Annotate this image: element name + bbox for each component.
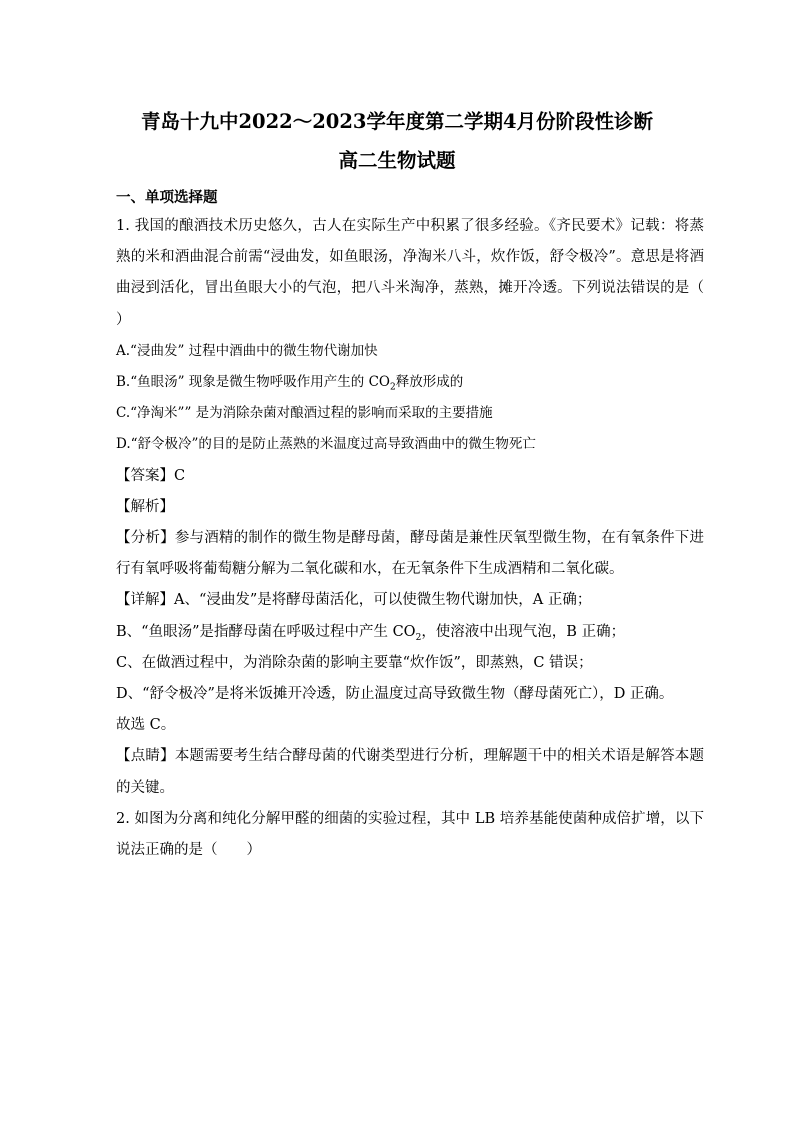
detail-b-text-end: ，使溶液中出现气泡，B 正确； (421, 623, 626, 640)
option-b-text: B.“鱼眼汤” 现象是微生物呼吸作用产生的 CO (116, 374, 390, 391)
question-1-option-a: A.“浸曲发” 过程中酒曲中的微生物代谢加快 (116, 342, 378, 359)
question-2-stem: 2. 如图为分离和纯化分解甲醛的细菌的实验过程，其中 LB 培养基能使菌种成倍扩增，以下说法正确的是（ ） (116, 810, 704, 859)
dianjing-paragraph: 【点睛】本题需要考生结合酵母菌的代谢类型进行分析，理解题干中的相关术语是解答本题的关键。 (116, 748, 704, 796)
document-body (116, 184, 733, 866)
detail-b-subscript: 2 (415, 632, 422, 643)
analysis-paragraph: 【分析】参与酒精的制作的微生物是酵母菌，酵母菌是兼性厌氧型微生物，在有氧条件下进行有氧呼吸将葡萄糖分解为二氧化碳和水，在无氧条件下生成酒精和二氧化碳。 (116, 530, 704, 578)
question-2 (116, 804, 704, 866)
question-1 (116, 211, 733, 804)
detail-b-text: B、“鱼眼汤”是指酵母菌在呼吸过程中产生 CO (116, 623, 416, 640)
option-b-text-end: 释放形成的 (395, 374, 464, 391)
detail-c: C、在做酒过程中，为消除杂菌的影响主要靠“炊作饭”，即蒸熟，C 错误； (116, 654, 593, 671)
document-subtitle: 高二生物试题 (338, 149, 456, 172)
analysis-label: 【解析】 (116, 498, 174, 515)
detail-d: D、“舒令极冷”是将米饭摊开冷透，防止温度过高导致微生物（酵母菌死亡），D 正确。 (116, 686, 674, 703)
question-1-option-c: C.“净淘米”” 是为消除杂菌对酿酒过程的影响而采取的主要措施 (116, 405, 493, 422)
choice-line: 故选 C。 (116, 717, 176, 734)
question-1-option-d: D.“舒令极冷”的目的是防止蒸熟的米温度过高导致酒曲中的微生物死亡 (116, 436, 536, 453)
question-1-stem: 1. 我国的酿酒技术历史悠久，古人在实际生产中积累了很多经验。《齐民要术》记载：将蒸熟的米和酒曲混合前需“浸曲发，如鱼眼汤，净淘米八斗，炊作饭，舒令极冷”。意思是将酒曲浸到活化，冒出鱼眼大小的气泡，把八斗米淘净，蒸熟，摊开冷透。下列说法错误的是（ ） (116, 218, 733, 328)
section-heading: 一、单项选择题 (116, 189, 218, 206)
detail-a: 【详解】A、“浸曲发”是将酵母菌活化，可以使微生物代谢加快，A 正确； (116, 592, 592, 609)
answer-line: 【答案】C (116, 467, 186, 484)
question-1-option-b (116, 367, 704, 398)
option-b-subscript: 2 (390, 382, 396, 393)
detail-b (116, 617, 704, 648)
document-title: 青岛十九中2022～2023学年度第二学期4月份阶段性诊断 (140, 110, 654, 133)
